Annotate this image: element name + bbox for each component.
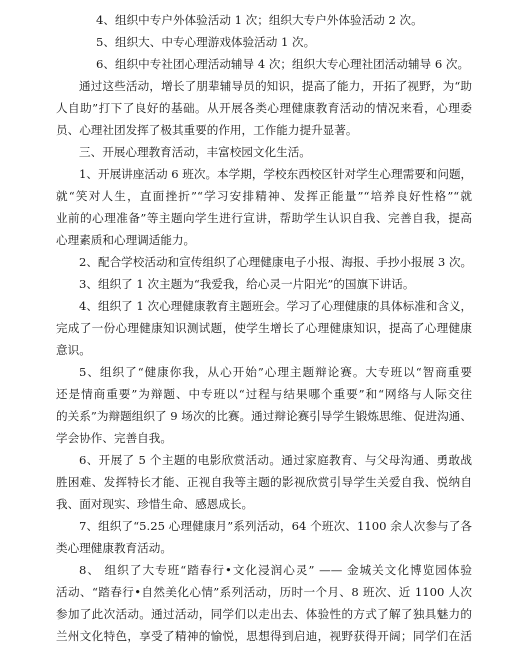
- text-line: 人自助”打下了良好的基础。从开展各类心理健康教育活动的情况来看，心理委: [56, 101, 472, 115]
- text-line: 1、开展讲座活动 6 班次。本学期，学校东西校区针对学生心理需要和问题，: [79, 167, 472, 181]
- text-line: 还是情商重要”为辩题、中专班以“过程与结果哪个重要”和“网络与人际交往: [56, 387, 472, 401]
- text-line: 4、组织中专户外体验活动 1 次；组织大专户外体验活动 2 次。: [96, 13, 423, 27]
- text-line: 心理素质和心理调适能力。: [56, 233, 196, 247]
- text-line: 参加了此次活动。通过活动，同学们以走出去、体验性的方式了解了独具魅力的: [56, 607, 472, 621]
- text-line: 3、组织了 1 次主题为“我爱我，给心灵一片阳光”的国旗下讲话。: [79, 277, 415, 291]
- text-line: 意识。: [56, 343, 91, 357]
- text-line: 通过这些活动，增长了朋辈辅导员的知识，提高了能力，开拓了视野，为“助: [79, 79, 472, 93]
- text-line: 的关系”为辩题组织了 9 场次的比赛。通过辩论赛引导学生锻炼思维、促进沟通、: [56, 409, 472, 423]
- text-line: 8、 组织了大专班“踏春行•文化浸润心灵” —— 金城关文化博览园体验: [79, 563, 472, 577]
- text-line: 4、组织了 1 次心理健康教育主题班会。学习了心理健康的具体标准和含义，: [79, 299, 472, 313]
- text-line: 员、心理社团发挥了极其重要的作用，工作能力提升显著。: [56, 123, 358, 137]
- text-line: 2、配合学校活动和宣传组织了心理健康电子小报、海报、手抄小报展 3 次。: [79, 255, 472, 269]
- text-line: 7、组织了“5.25 心理健康月”系列活动，64 个班次、1100 余人次参与了各: [79, 519, 472, 533]
- text-line: 6、开展了 5 个主题的电影欣赏活动。通过家庭教育、与父母沟通、勇敢战: [79, 453, 472, 467]
- text-line: 活动、“踏春行•自然美化心情”系列活动，历时一个月、8 班次、近 1100 人次: [56, 585, 472, 599]
- text-line: 就“笑对人生，直面挫折”“学习安排精神、发挥正能量”“培养良好性格”“就: [56, 189, 472, 203]
- text-line: 5、组织大、中专心理游戏体验活动 1 次。: [96, 35, 316, 49]
- text-line: 6、组织中专社团心理活动辅导 4 次；组织大专心理社团活动辅导 6 次。: [96, 57, 470, 71]
- section-heading: 三、开展心理教育活动，丰富校园文化生活。: [79, 145, 311, 159]
- text-line: 我、面对现实、珍惜生命、感恩成长。: [56, 497, 254, 511]
- text-line: 学会协作、完善自我。: [56, 431, 172, 445]
- text-line: 完成了一份心理健康知识测试题，使学生增长了心理健康知识，提高了心理健康: [56, 321, 472, 335]
- text-line: 类心理健康教育活动。: [56, 541, 172, 555]
- text-line: 兰州文化特色，享受了精神的愉悦，思想得到启迪，视野获得开阔；同学们在活: [56, 629, 472, 643]
- text-line: 胜困难、发挥特长才能、正视自我等主题的影视欣赏引导学生关爱自我、悦纳自: [56, 475, 472, 489]
- text-line: 业前的心理准备”等主题向学生进行宣讲，帮助学生认识自我、完善自我，提高: [56, 211, 472, 225]
- text-line: 5、组织了“健康你我，从心开始”心理主题辩论赛。大专班以“智商重要: [79, 365, 472, 379]
